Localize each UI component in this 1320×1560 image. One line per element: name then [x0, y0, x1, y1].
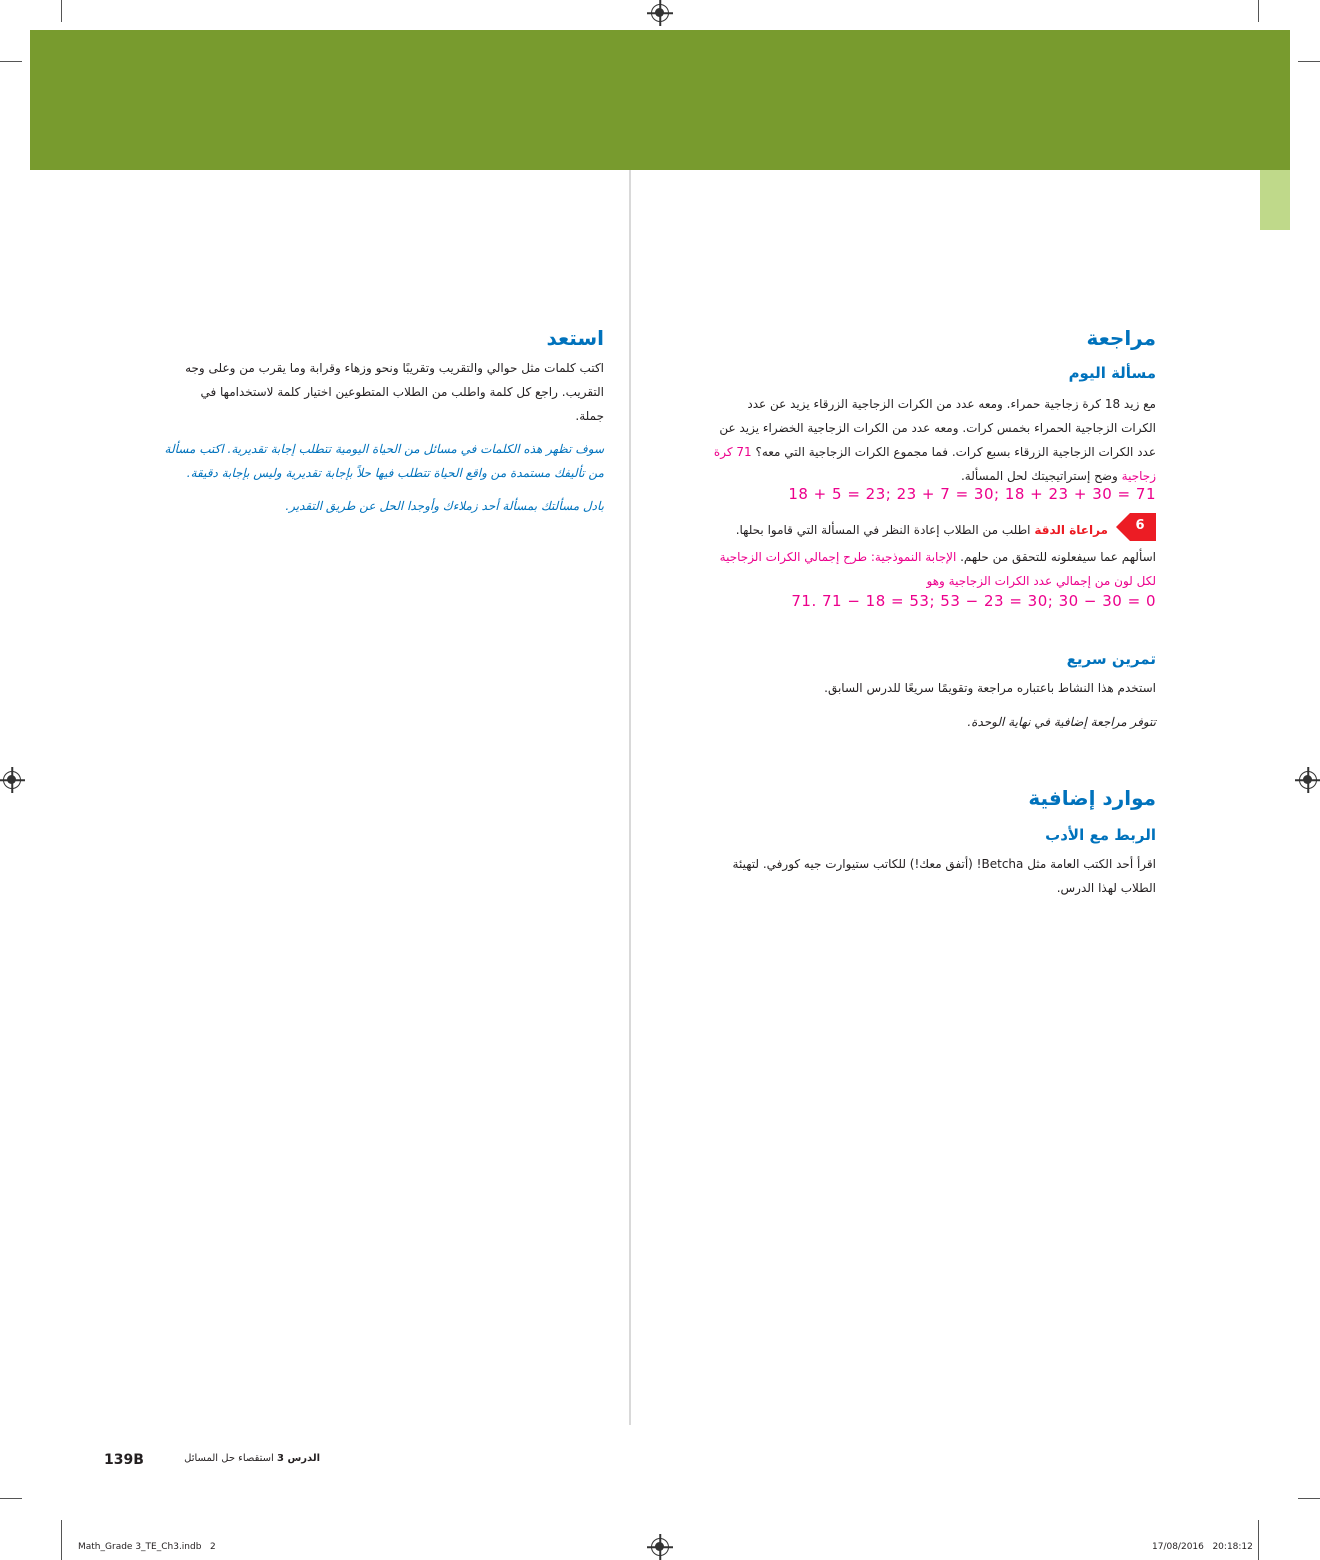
problem-line-text: عدد الكرات الزجاجية الزرقاء بسبع كرات. فما مجموع الكرات الزجاجية التي معه؟ — [755, 445, 1156, 459]
registration-mark-icon — [1299, 771, 1317, 789]
practice-text — [648, 518, 1108, 542]
practice-label: مراعاة الدقة — [1034, 523, 1108, 537]
registration-mark-icon — [651, 4, 669, 22]
ready-line: اكتب كلمات مثل حوالي والتقريب وتقريبًا ونحو وزهاء وقرابة وما يقرب من وعلى وجه — [185, 361, 604, 375]
ready-activity — [94, 437, 604, 485]
print-timestamp: 17/08/2016 20:18:12 — [1152, 1542, 1253, 1552]
practice-followup — [646, 545, 1156, 593]
header-banner — [30, 30, 1290, 170]
problem-line: الكرات الزجاجية الحمراء بخمس كرات. ومعه عدد من الكرات الزجاجية الخضراء يزيد عن — [719, 421, 1156, 435]
equation-answer: 18 + 5 = 23; 23 + 7 = 30; 18 + 23 + 30 = 71 — [788, 485, 1156, 503]
section-title-ready: استعد — [546, 326, 604, 350]
column-divider — [629, 170, 631, 1425]
crop-mark — [1298, 61, 1320, 62]
practice-number: 6 — [1135, 518, 1145, 533]
side-tab — [1260, 170, 1290, 230]
ready-line: التقريب. راجع كل كلمة واطلب من الطلاب المتطوعين اختيار كلمة لاستخدامها في — [200, 385, 604, 399]
problem-line — [656, 440, 1156, 464]
practice-line-text: اسألهم عما سيفعلونه للتحقق من حلهم. — [960, 550, 1156, 564]
practice-line — [646, 545, 1156, 569]
page-number: 139B — [104, 1452, 144, 1468]
section-title-resources: موارد إضافية — [1028, 786, 1156, 810]
quick-practice-heading: تمرين سريع — [1066, 650, 1156, 668]
sample-answer: الإجابة النموذجية: طرح إجمالي الكرات الزجاجية — [719, 550, 961, 564]
lesson-label: الدرس 3 — [277, 1453, 320, 1464]
problem-line: مع زيد 18 كرة زجاجية حمراء. ومعه عدد من الكرات الزجاجية الزرقاء يزيد عن عدد — [747, 397, 1156, 411]
crop-mark — [61, 0, 62, 22]
crop-mark — [0, 61, 22, 62]
lesson-footer — [150, 1453, 320, 1464]
crop-mark — [61, 1520, 62, 1560]
activity-line: سوف تظهر هذه الكلمات في مسائل من الحياة اليومية تتطلب إجابة تقديرية. اكتب مسألة — [164, 442, 604, 456]
registration-mark-icon — [3, 771, 21, 789]
practice-badge — [1116, 513, 1156, 541]
equation-check: 71. 71 − 18 = 53; 53 − 23 = 30; 30 − 30 = 0 — [791, 592, 1156, 610]
section-title-review: مراجعة — [1086, 326, 1156, 350]
literature-text — [656, 852, 1156, 900]
ready-line: جملة. — [575, 409, 604, 423]
ready-text — [104, 356, 604, 428]
file-name: Math_Grade 3_TE_Ch3.indb 2 — [78, 1542, 216, 1552]
crop-mark — [1258, 0, 1259, 22]
literature-line: اقرأ أحد الكتب العامة مثل Betcha! (أتفق معك!) للكاتب ستيوارت جيه كورفي. لتهيئة — [732, 857, 1156, 871]
literature-line: الطلاب لهذا الدرس. — [1056, 881, 1156, 895]
quick-practice-note: تتوفر مراجعة إضافية في نهاية الوحدة. — [967, 715, 1156, 729]
problem-text — [656, 392, 1156, 488]
literature-heading: الربط مع الأدب — [1045, 826, 1156, 844]
crop-mark — [1298, 1498, 1320, 1499]
crop-mark — [0, 1498, 22, 1499]
sample-answer-cont: لكل لون من إجمالي عدد الكرات الزجاجية وهو — [926, 574, 1156, 588]
activity-line: من تأليفك مستمدة من واقع الحياة تتطلب فيها حلاً بإجابة تقديرية وليس بإجابة دقيقة. — [186, 466, 604, 480]
crop-mark — [1258, 1520, 1259, 1560]
activity-line: بادل مسألتك بمسألة أحد زملاءك وأوجدا الحل عن طريق التقدير. — [285, 499, 604, 513]
problem-answer: 71 كرة — [713, 445, 752, 459]
registration-mark-icon — [651, 1538, 669, 1556]
lesson-title: استقصاء حل المسائل — [184, 1453, 274, 1464]
problem-answer-cont: زجاجية — [1121, 469, 1156, 483]
problem-of-day-heading: مسألة اليوم — [1068, 364, 1156, 382]
problem-line-text: وضح إستراتيجيتك لحل المسألة. — [960, 469, 1122, 483]
quick-practice-text: استخدم هذا النشاط باعتباره مراجعة وتقويمًا سريعًا للدرس السابق. — [824, 681, 1156, 695]
practice-line: اطلب من الطلاب إعادة النظر في المسألة التي قاموا بحلها. — [735, 523, 1035, 537]
